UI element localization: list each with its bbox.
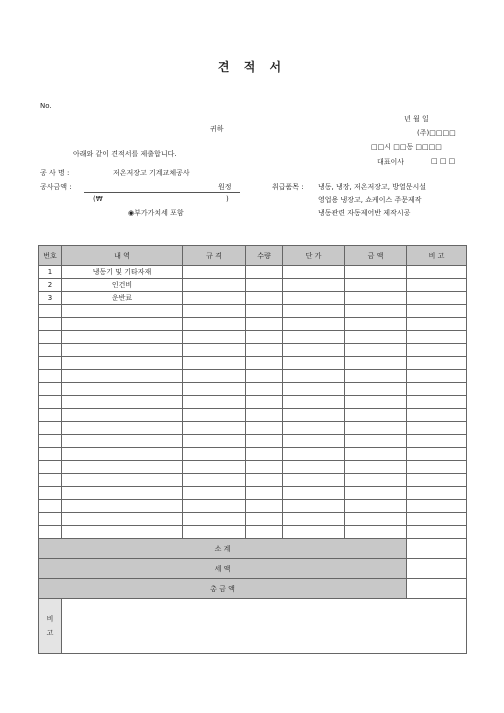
row-item[interactable]: 냉동기 및 기타자재	[62, 266, 183, 279]
table-row	[39, 318, 467, 331]
amount-underline	[84, 192, 240, 193]
project-name-label: 공 사 명 :	[40, 169, 70, 177]
project-name-value: 저온저장고 기계교체공사	[113, 169, 190, 177]
date-line: 년 월 일	[404, 115, 429, 123]
row-unit-price[interactable]	[283, 370, 345, 383]
recipient-suffix: 귀하	[210, 125, 224, 133]
row-no[interactable]	[39, 435, 62, 448]
row-remark[interactable]	[407, 526, 467, 539]
project-amount-label: 공사금액 :	[40, 183, 72, 191]
row-remark[interactable]	[407, 448, 467, 461]
table-header-row	[39, 246, 467, 266]
row-unit-price[interactable]	[283, 318, 345, 331]
row-no[interactable]	[39, 331, 62, 344]
row-no[interactable]	[39, 422, 62, 435]
row-unit-price[interactable]	[283, 396, 345, 409]
row-qty[interactable]	[246, 279, 283, 292]
row-spec[interactable]	[183, 461, 246, 474]
row-no[interactable]	[39, 305, 62, 318]
products-label: 취급품목 :	[272, 183, 304, 191]
row-item[interactable]	[62, 461, 183, 474]
subtotal-row	[39, 539, 467, 559]
row-item[interactable]	[62, 500, 183, 513]
row-qty[interactable]	[246, 331, 283, 344]
table-row	[39, 396, 467, 409]
col-header-item: 내 역	[62, 246, 183, 266]
row-unit-price[interactable]	[283, 448, 345, 461]
table-row	[39, 409, 467, 422]
row-unit-price[interactable]	[283, 279, 345, 292]
row-remark[interactable]	[407, 474, 467, 487]
row-unit-price[interactable]	[283, 474, 345, 487]
row-no[interactable]	[39, 409, 62, 422]
subtotal-label: 소 계	[39, 539, 407, 559]
row-unit-price[interactable]	[283, 461, 345, 474]
row-unit-price[interactable]	[283, 292, 345, 305]
document-number-label: No.	[40, 102, 52, 110]
row-remark[interactable]	[407, 344, 467, 357]
row-qty[interactable]	[246, 526, 283, 539]
row-item[interactable]	[62, 422, 183, 435]
total-row	[39, 579, 467, 599]
table-row	[39, 448, 467, 461]
table-row	[39, 487, 467, 500]
row-qty[interactable]	[246, 513, 283, 526]
row-item[interactable]	[62, 370, 183, 383]
row-unit-price[interactable]	[283, 526, 345, 539]
row-amount[interactable]	[345, 266, 407, 279]
won-open: (₩	[93, 195, 103, 203]
row-remark[interactable]	[407, 513, 467, 526]
row-qty[interactable]	[246, 448, 283, 461]
row-item[interactable]	[62, 474, 183, 487]
row-qty[interactable]	[246, 461, 283, 474]
row-amount[interactable]	[345, 435, 407, 448]
row-unit-price[interactable]	[283, 513, 345, 526]
row-item[interactable]	[62, 305, 183, 318]
row-amount[interactable]	[345, 318, 407, 331]
row-item[interactable]	[62, 396, 183, 409]
table-row	[39, 383, 467, 396]
document-title: 견 적 서	[217, 60, 287, 74]
vat-note: ◉부가가치세 포함	[128, 209, 184, 217]
col-header-unit-price: 단 가	[283, 246, 345, 266]
row-no[interactable]	[39, 383, 62, 396]
row-spec[interactable]	[183, 487, 246, 500]
table-row	[39, 513, 467, 526]
table-row	[39, 435, 467, 448]
row-amount[interactable]	[345, 513, 407, 526]
row-amount[interactable]	[345, 370, 407, 383]
row-qty[interactable]	[246, 409, 283, 422]
row-spec[interactable]	[183, 474, 246, 487]
row-amount[interactable]	[345, 396, 407, 409]
row-remark[interactable]	[407, 357, 467, 370]
row-item[interactable]	[62, 331, 183, 344]
row-remark[interactable]	[407, 292, 467, 305]
row-item[interactable]	[62, 435, 183, 448]
row-remark[interactable]	[407, 487, 467, 500]
row-remark[interactable]	[407, 422, 467, 435]
row-amount[interactable]	[345, 344, 407, 357]
subtotal-cell[interactable]	[407, 539, 467, 559]
row-amount[interactable]	[345, 487, 407, 500]
row-qty[interactable]	[246, 318, 283, 331]
ceo-label: 대표이사	[377, 158, 405, 166]
row-no[interactable]: 2	[39, 279, 62, 292]
row-amount[interactable]	[345, 357, 407, 370]
amount-unit: 원정	[218, 183, 232, 191]
row-remark[interactable]	[407, 409, 467, 422]
products-line-1: 냉동, 냉장, 저온저장고, 방열문시설	[318, 183, 427, 191]
row-qty[interactable]	[246, 292, 283, 305]
estimate-table	[38, 245, 467, 654]
row-spec[interactable]	[183, 344, 246, 357]
row-spec[interactable]	[183, 448, 246, 461]
row-item[interactable]	[62, 448, 183, 461]
supplier-address: □□시 □□동 □□□□	[371, 143, 442, 151]
col-header-remark: 비 고	[407, 246, 467, 266]
row-amount[interactable]	[345, 448, 407, 461]
row-spec[interactable]	[183, 279, 246, 292]
row-unit-price[interactable]	[283, 383, 345, 396]
row-amount[interactable]	[345, 279, 407, 292]
row-qty[interactable]	[246, 266, 283, 279]
row-qty[interactable]	[246, 344, 283, 357]
table-row	[39, 305, 467, 318]
row-spec[interactable]	[183, 435, 246, 448]
row-no[interactable]	[39, 448, 62, 461]
row-remark[interactable]	[407, 396, 467, 409]
won-close: )	[226, 195, 229, 203]
tax-row	[39, 559, 467, 579]
row-spec[interactable]	[183, 396, 246, 409]
tax-label: 세 액	[39, 559, 407, 579]
row-unit-price[interactable]	[283, 500, 345, 513]
row-amount[interactable]	[345, 331, 407, 344]
row-item[interactable]	[62, 344, 183, 357]
row-item[interactable]: 운반료	[62, 292, 183, 305]
row-spec[interactable]	[183, 266, 246, 279]
table-row	[39, 331, 467, 344]
row-no[interactable]	[39, 461, 62, 474]
table-row	[39, 266, 467, 279]
row-no[interactable]	[39, 357, 62, 370]
row-spec[interactable]	[183, 357, 246, 370]
row-remark[interactable]	[407, 279, 467, 292]
row-remark[interactable]	[407, 370, 467, 383]
row-amount[interactable]	[345, 461, 407, 474]
col-header-amount: 금 액	[345, 246, 407, 266]
row-amount[interactable]	[345, 292, 407, 305]
row-qty[interactable]	[246, 500, 283, 513]
row-unit-price[interactable]	[283, 357, 345, 370]
row-spec[interactable]	[183, 370, 246, 383]
table-row	[39, 357, 467, 370]
row-qty[interactable]	[246, 487, 283, 500]
row-remark[interactable]	[407, 305, 467, 318]
row-qty[interactable]	[246, 435, 283, 448]
row-item[interactable]	[62, 383, 183, 396]
total-label: 총 금 액	[39, 579, 407, 599]
row-unit-price[interactable]	[283, 305, 345, 318]
row-remark[interactable]	[407, 331, 467, 344]
row-amount[interactable]	[345, 383, 407, 396]
row-amount[interactable]	[345, 305, 407, 318]
products-line-3: 냉동관련 자동제어반 제작시공	[318, 209, 411, 217]
tax-cell[interactable]	[407, 559, 467, 579]
row-spec[interactable]	[183, 409, 246, 422]
supplier-company: (주)□□□□	[417, 129, 456, 137]
row-unit-price[interactable]	[283, 344, 345, 357]
table-row	[39, 500, 467, 513]
table-row	[39, 279, 467, 292]
row-no[interactable]	[39, 500, 62, 513]
row-spec[interactable]	[183, 305, 246, 318]
table-row	[39, 474, 467, 487]
remark-label	[39, 599, 62, 654]
row-remark[interactable]	[407, 318, 467, 331]
row-item[interactable]	[62, 357, 183, 370]
remark-label-char-1: 비	[46, 615, 54, 623]
row-unit-price[interactable]	[283, 487, 345, 500]
row-item[interactable]	[62, 409, 183, 422]
row-spec[interactable]	[183, 526, 246, 539]
row-no[interactable]	[39, 474, 62, 487]
row-spec[interactable]	[183, 500, 246, 513]
table-row	[39, 344, 467, 357]
row-no[interactable]	[39, 396, 62, 409]
row-unit-price[interactable]	[283, 266, 345, 279]
row-remark[interactable]	[407, 266, 467, 279]
col-header-no: 번호	[39, 246, 62, 266]
row-qty[interactable]	[246, 422, 283, 435]
row-amount[interactable]	[345, 526, 407, 539]
row-remark[interactable]	[407, 383, 467, 396]
row-item[interactable]: 인건비	[62, 279, 183, 292]
row-item[interactable]	[62, 487, 183, 500]
row-qty[interactable]	[246, 474, 283, 487]
row-no[interactable]	[39, 370, 62, 383]
row-item[interactable]	[62, 318, 183, 331]
row-unit-price[interactable]	[283, 422, 345, 435]
row-amount[interactable]	[345, 422, 407, 435]
remark-cell[interactable]	[62, 599, 467, 654]
row-unit-price[interactable]	[283, 331, 345, 344]
row-item[interactable]	[62, 513, 183, 526]
row-qty[interactable]	[246, 383, 283, 396]
row-no[interactable]	[39, 526, 62, 539]
row-spec[interactable]	[183, 513, 246, 526]
row-no[interactable]	[39, 487, 62, 500]
row-remark[interactable]	[407, 435, 467, 448]
remark-row	[39, 599, 467, 654]
row-no[interactable]	[39, 318, 62, 331]
row-remark[interactable]	[407, 500, 467, 513]
ceo-name: □ □ □	[431, 157, 456, 165]
col-header-spec: 규 격	[183, 246, 246, 266]
col-header-qty: 수량	[246, 246, 283, 266]
row-item[interactable]	[62, 526, 183, 539]
total-cell[interactable]	[407, 579, 467, 599]
row-no[interactable]	[39, 513, 62, 526]
remark-label-char-2: 고	[46, 629, 54, 637]
row-qty[interactable]	[246, 357, 283, 370]
row-amount[interactable]	[345, 500, 407, 513]
row-spec[interactable]	[183, 318, 246, 331]
row-spec[interactable]	[183, 422, 246, 435]
table-row	[39, 526, 467, 539]
table-row	[39, 461, 467, 474]
row-spec[interactable]	[183, 383, 246, 396]
row-amount[interactable]	[345, 474, 407, 487]
row-unit-price[interactable]	[283, 435, 345, 448]
row-amount[interactable]	[345, 409, 407, 422]
row-no[interactable]	[39, 344, 62, 357]
row-qty[interactable]	[246, 396, 283, 409]
table-row	[39, 370, 467, 383]
row-spec[interactable]	[183, 292, 246, 305]
row-qty[interactable]	[246, 370, 283, 383]
table-row	[39, 422, 467, 435]
row-remark[interactable]	[407, 461, 467, 474]
table-row	[39, 292, 467, 305]
products-line-2: 영업용 냉장고, 쇼케이스 주문제작	[318, 196, 422, 204]
row-unit-price[interactable]	[283, 409, 345, 422]
row-qty[interactable]	[246, 305, 283, 318]
row-spec[interactable]	[183, 331, 246, 344]
row-no[interactable]: 1	[39, 266, 62, 279]
row-no[interactable]: 3	[39, 292, 62, 305]
intro-text: 아래와 같이 견적서를 제출합니다.	[73, 150, 177, 158]
